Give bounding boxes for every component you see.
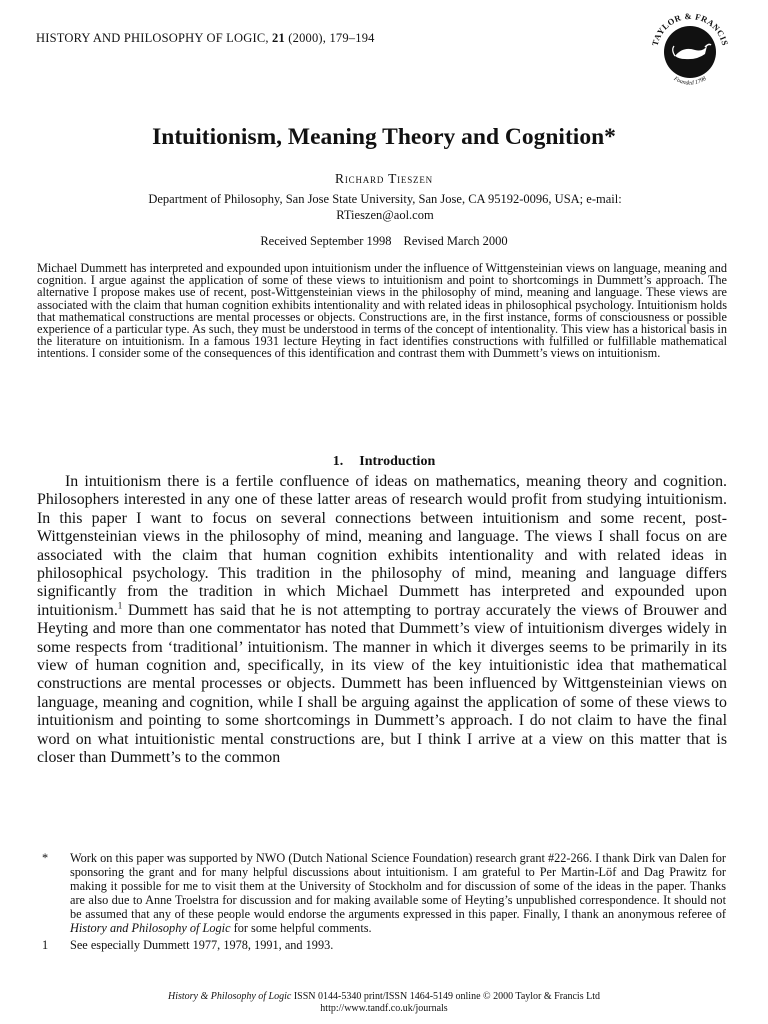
section-title: Introduction — [359, 454, 436, 469]
author-last-name: Tieszen — [388, 171, 433, 186]
footer-url: http://www.tandf.co.uk/journals — [320, 1003, 448, 1014]
running-head-journal: HISTORY AND PHILOSOPHY OF LOGIC, — [36, 31, 269, 45]
footnote-mark: * — [42, 851, 49, 865]
footnote-journal-italic: History and Philosophy of Logic — [70, 921, 231, 936]
footnote-text-before: Work on this paper was supported by NWO (Dutch National Science Foundation) research grant #22-266. I thank Dirk van Dalen for sponsoring the grant and for many helpful discussions about intuitionism. I am grateful to Per Martin-Löf and Dag Prawitz for making it possible for me to visit them at the University of Stockholm and for discussion of some of the ideas in the paper. Thanks are also due to Anne Troelstra for discussion and for making available some of Heyting’s unpublished correspondence. It should not be assumed that any of these people would endorse the arguments expressed in this paper. Finally, I thank an anonymous referee of — [70, 851, 726, 922]
logo-text-bottom: Founded 1798 — [672, 75, 708, 87]
footer-journal: History & Philosophy of Logic — [168, 991, 292, 1002]
running-head — [36, 31, 375, 46]
affiliation-line: Department of Philosophy, San Jose State University, San Jose, CA 95192-0096, USA; e-mail: — [148, 192, 622, 206]
logo-text-top: TAYLOR & FRANCIS — [649, 10, 731, 47]
submission-dates — [0, 234, 768, 249]
paper-title: Intuitionism, Meaning Theory and Cognition* — [152, 124, 616, 150]
abstract: Michael Dummett has interpreted and expounded upon intuitionism under the influence of Wittgensteinian views on language, meaning and cognition. I argue against the application of some of these views to intuitionism and point to shortcomings in Dummett’s approach. The alternative I propose makes use of recent, post-Wittgensteinian views in the philosophy of mind, meaning and language. These views are associated with the claim that human cognition exhibits intentionality and with related ideas in philosophical psychology. Intuitionism holds that mathematical constructions are mental processes or objects. Constructions are, in the first instance, forms of consciousness or possible experience of a particular type. As such, they must be understood in terms of the concept of intentionality. This view has a historical basis in the literature on intuitionism. In a famous 1931 lecture Heyting in fact identifies constructions with fulfilled or fulfillable mathematical intentions. I consider some of the consequences of this identification and contrast them with Dummett’s views on intuitionism. — [37, 261, 727, 361]
taylor-francis-logo — [645, 6, 735, 96]
author-email: RTieszen@aol.com — [336, 208, 434, 222]
received-date: Received September 1998 — [260, 234, 392, 248]
author — [0, 171, 768, 187]
body-paragraph — [37, 473, 727, 768]
running-head-year-pages: (2000), 179–194 — [288, 31, 375, 45]
footer-issn: ISSN 0144-5340 print/ISSN 1464-5149 online © 2000 Taylor & Francis Ltd — [291, 991, 600, 1002]
section-heading — [0, 454, 768, 470]
affiliation — [40, 191, 730, 223]
footnote-text-after: for some helpful comments. — [230, 921, 372, 936]
section-number: 1. — [332, 454, 344, 469]
footnote-reference: 1 — [117, 600, 123, 611]
page-footer — [0, 991, 768, 1015]
footnote-mark: 1 — [42, 937, 49, 952]
body-text-part1: In intuitionism there is a fertile confluence of ideas on mathematics, meaning theory and cognition. Philosophers interested in any one of these latter areas of research would profit from studying intuitionism. In this paper I want to focus on several connections between intuitionism and some recent, post-Wittgensteinian views in the philosophy of mind, meaning and language. The views I shall focus on are associated with the claim that human cognition exhibits intentionality and with related ideas in philosophical psychology. This tradition in the philosophy of mind, meaning and language differs significantly from the tradition in which Michael Dummett has interpreted and expounded upon intuitionism. — [37, 473, 727, 619]
body-text-part2: Dummett has said that he is not attempting to portray accurately the views of Brouwer and Heyting and more than one commentator has noted that Dummett’s view of intuitionism diverges widely in some respects from ‘traditional’ intuitionism. The manner in which it diverges seems to be primarily in its view of human cognition and, specifically, in its view of the key intuitionistic idea that mathematical constructions are mental processes or objects. Dummett has been influenced by Wittgensteinian views on language, meaning and cognition, while I shall be arguing against the application of some of these views to intuitionism and pointing to some shortcomings in Dummett’s approach. I do not claim to have the final word on what intuitionistic mental constructions are, but I think I arrive at a view on this matter that is closer than Dummett’s to the common — [37, 601, 727, 767]
footnote-text — [70, 851, 726, 936]
footnote-1 — [40, 938, 726, 952]
revised-date: Revised March 2000 — [403, 234, 508, 248]
taylor-francis-lamp-logo-icon — [645, 6, 735, 96]
footnotes — [40, 851, 726, 952]
running-head-volume: 21 — [272, 31, 285, 45]
footnote-star — [40, 851, 726, 936]
footer-line — [0, 991, 768, 1003]
author-first-name: Richard — [335, 171, 389, 186]
footnote-text: See especially Dummett 1977, 1978, 1991, and 1993. — [70, 937, 334, 952]
